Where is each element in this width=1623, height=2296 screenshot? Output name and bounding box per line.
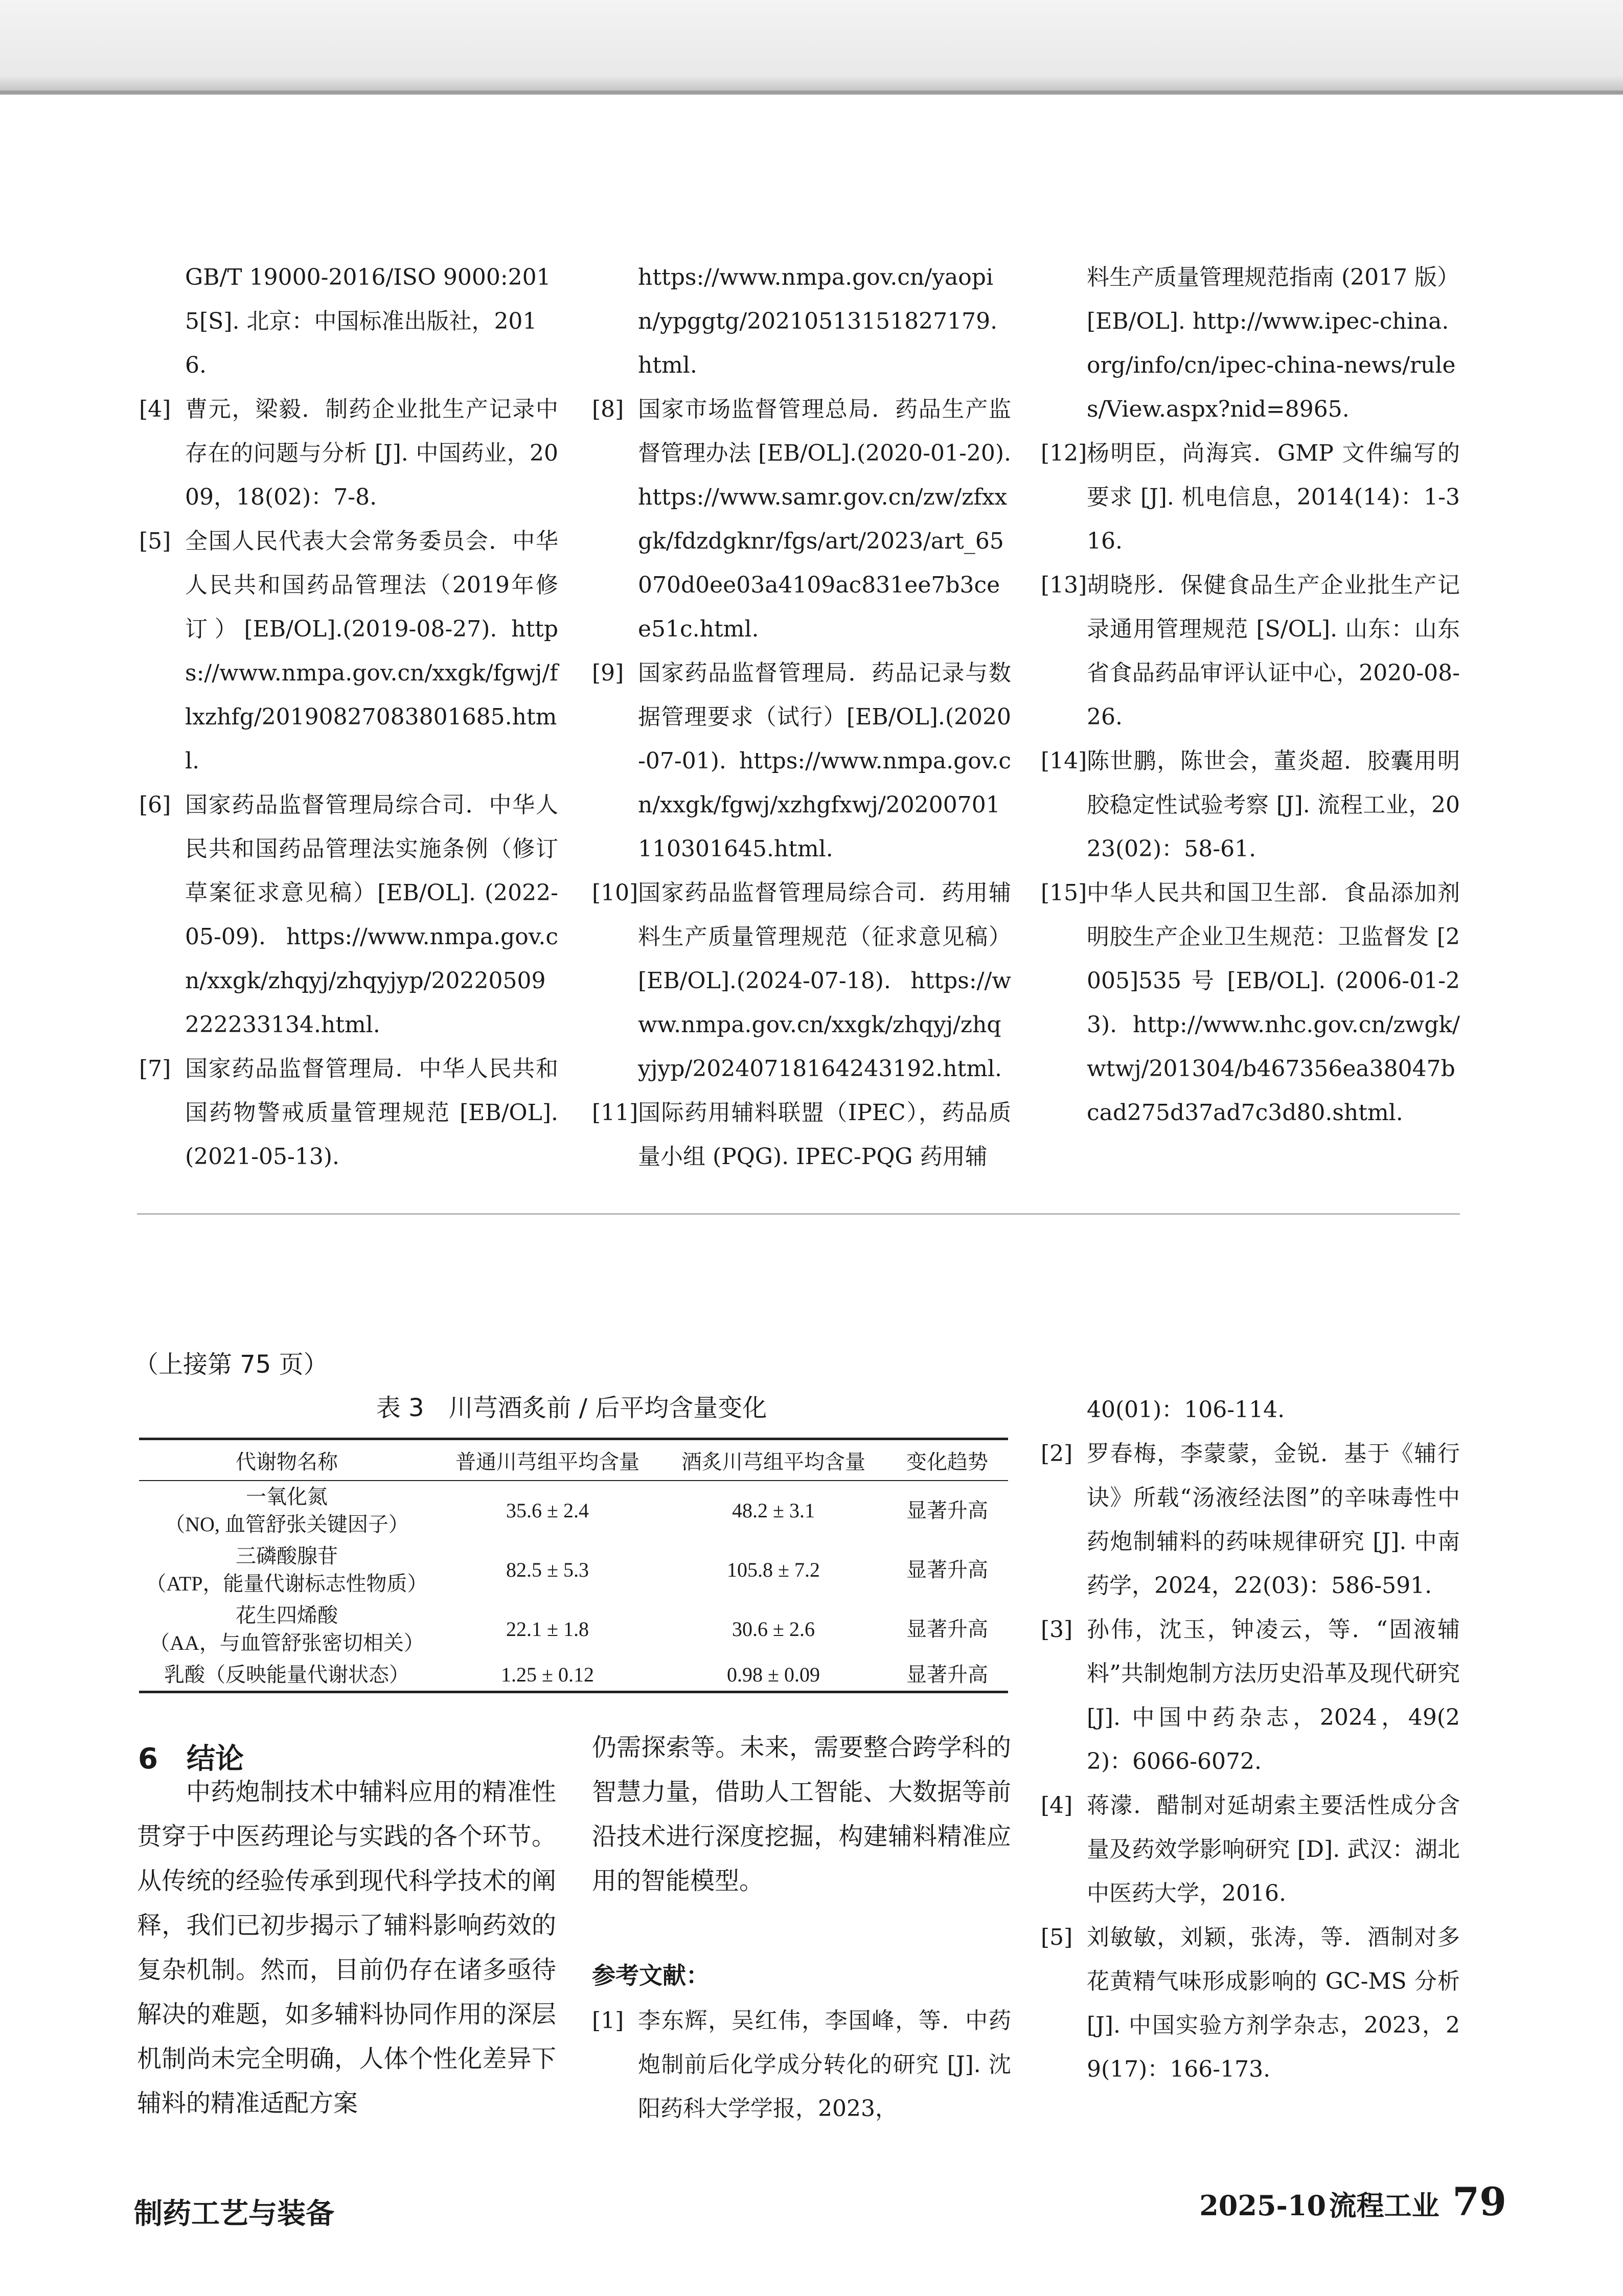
table-cell-trend: 显著升高 (906, 1618, 988, 1641)
reference-number: [6] (139, 792, 171, 818)
table-cell-trend: 显著升高 (906, 1499, 988, 1522)
reference-text: 李东辉，吴红伟，李国峰，等．中药炮制前后化学成分转化的研究 [J]. 沈阳药科大学学报，2023， (638, 2008, 1011, 2122)
table-cell-name: 乳酸（反映能量代谢状态） (139, 1659, 435, 1692)
reference-item (592, 1999, 1011, 2131)
article-divider (137, 1213, 1460, 1215)
table-row (139, 1540, 1008, 1600)
reference-item (1041, 1608, 1460, 1784)
reference-text: 刘敏敏，刘颖，张涛，等．酒制对多花黄精气味形成影响的 GC-MS 分析 [J]. 中国实验方剂学杂志，2023，29(17)：166-173. (1087, 1924, 1460, 2082)
section-heading: 6 结论 (138, 1742, 244, 1776)
reference-text: 全国人民代表大会常务委员会．中华人民共和国药品管理法（2019年修订）[EB/OL].(2019-08-27). https://www.nmpa.gov.cn/xxgk/fgwj/flxzhfg/20190827083801685.html. (185, 528, 558, 774)
reference-continuation: 40(01)：106-114. (1087, 1397, 1285, 1423)
page-number: 79 (1452, 2179, 1506, 2224)
reference-text: 罗春梅，李蒙蒙，金锐．基于《辅行诀》所载“汤液经法图”的辛味毒性中药炮制辅料的药味规律研究 [J]. 中南药学，2024，22(03)：586-591. (1087, 1441, 1460, 1599)
table-cell-plain: 82.5 ± 5.3 (506, 1558, 589, 1581)
conclusion-paragraph: 中药炮制技术中辅料应用的精准性贯穿于中医药理论与实践的各个环节。从传统的经验传承到现代科学技术的阐释，我们已初步揭示了辅料影响药效的复杂机制。然而，目前仍存在诸多亟待解决的难题，如多辅料协同作用的深层机制尚未完全明确，人体个性化差异下辅料的精准适配方案 (137, 1778, 556, 2118)
reference-number: [4] (139, 396, 171, 422)
table-cell-plain: 1.25 ± 0.12 (435, 1659, 660, 1692)
reference-text: 国家药品监督管理局综合司．中华人民共和国药品管理法实施条例（修订草案征求意见稿）[EB/OL]. (2022-05-09). https://www.nmpa.gov.cn/xxgk/zhqyj/zhqyjyp/20220509222233134.html. (185, 792, 558, 1038)
reference-number: [12] (1041, 440, 1087, 466)
page-top-band (0, 0, 1623, 95)
conclusion-paragraph-continued: 仍需探索等。未来，需要整合跨学科的智慧力量，借助人工智能、大数据等前沿技术进行深度挖掘，构建辅料精准应用的智能模型。 (592, 1733, 1011, 1895)
table-cell-name: 一氧化氮 （NO, 血管舒张关键因子） (165, 1485, 409, 1536)
reference-continuation: https://www.nmpa.gov.cn/yaopin/ypggtg/20210513151827179.html. (638, 264, 998, 378)
table-header-row (139, 1439, 1008, 1481)
reference-item (592, 871, 1011, 1091)
table-row (139, 1600, 1008, 1659)
reference-number: [15] (1041, 880, 1087, 906)
reference-item (139, 783, 558, 1047)
footer-journal-info (1199, 2179, 1506, 2224)
reference-text: 国家药品监督管理局综合司．药用辅料生产质量管理规范（征求意见稿）[EB/OL].(2024-07-18). https://www.nmpa.gov.cn/xxgk/zhqyj/zhqyjyp/20240718164243192.html. (638, 880, 1011, 1082)
reference-item (139, 388, 558, 519)
table-cell-trend: 显著升高 (906, 1558, 988, 1581)
reference-number: [1] (592, 2008, 624, 2034)
bottom-refs-col3 (1041, 1388, 1460, 2092)
reference-text: 陈世鹏，陈世会，董炎超．胶囊用明胶稳定性试验考察 [J]. 流程工业，2023(02)：58-61. (1087, 748, 1460, 862)
reference-text: 胡晓彤．保健食品生产企业批生产记录通用管理规范 [S/OL]. 山东：山东省食品药品审评认证中心，2020-08-26. (1087, 572, 1460, 730)
table-row (139, 1481, 1008, 1540)
footer-issue: 2025-10 (1199, 2189, 1327, 2222)
table-header-cell: 代谢物名称 (139, 1439, 435, 1481)
table-cell-trend: 显著升高 (886, 1659, 1008, 1692)
top-refs-col1 (139, 256, 558, 1179)
reference-continuation: 料生产质量管理规范指南 (2017 版）[EB/OL]. http://www.ipec-china.org/info/cn/ipec-china-news/rules/View.aspx?nid=8965. (1087, 264, 1460, 422)
reference-text: 中华人民共和国卫生部．食品添加剂明胶生产企业卫生规范：卫监督发 [2005]535 号 [EB/OL]. (2006-01-23). http://www.nhc.gov.cn/zwgk/wtwj/201304/b467356ea38047bcad275d37ad7c3d80.shtml. (1087, 880, 1460, 1126)
reference-text: 国家药品监督管理局．药品记录与数据管理要求（试行）[EB/OL].(2020-07-01). https://www.nmpa.gov.cn/xxgk/fgwj/xzhgfxwj/20200701110301645.html. (638, 660, 1011, 862)
reference-item (1041, 1916, 1460, 2092)
reference-item (592, 388, 1011, 651)
reference-item (1041, 1432, 1460, 1608)
reference-text: 国家市场监督管理总局．药品生产监督管理办法 [EB/OL].(2020-01-20). https://www.samr.gov.cn/zw/zfxxgk/fdzdgknr/fgs/art/2023/art_65070d0ee03a4109ac831ee7b3cee51c.html. (638, 396, 1011, 642)
table-title: 表 3 川芎酒炙前 / 后平均含量变化 (376, 1394, 767, 1422)
reference-text: 国家药品监督管理局．中华人民共和国药物警戒质量管理规范 [EB/OL].(2021-05-13). (185, 1056, 558, 1170)
table-cell-wine: 30.6 ± 2.6 (732, 1618, 815, 1641)
table-cell-name: 花生四烯酸 （AA，与血管舒张密切相关） (149, 1604, 424, 1654)
reference-item (1041, 1784, 1460, 1916)
footer-column-name: 制药工艺与装备 (134, 2197, 334, 2231)
bottom-refs-col2 (592, 1999, 1011, 2131)
table-row (139, 1659, 1008, 1692)
table-cell-wine: 105.8 ± 7.2 (727, 1558, 820, 1581)
reference-number: [11] (592, 1100, 638, 1126)
table-header-cell: 普通川芎组平均含量 (435, 1439, 660, 1481)
reference-item (139, 1047, 558, 1179)
table-cell-wine: 0.98 ± 0.09 (660, 1659, 886, 1692)
reference-number: [9] (592, 660, 624, 686)
table-cell-wine: 48.2 ± 3.1 (732, 1499, 815, 1522)
reference-continuation: GB/T 19000-2016/ISO 9000:2015[S]. 北京：中国标准出版社，2016. (185, 264, 551, 378)
table-cell-plain: 35.6 ± 2.4 (506, 1499, 589, 1522)
top-refs-col2 (592, 256, 1011, 1179)
top-refs-col3 (1041, 256, 1460, 1135)
reference-number: [2] (1041, 1441, 1073, 1467)
reference-item (1041, 563, 1460, 739)
reference-item (592, 1091, 1011, 1179)
reference-item (1041, 871, 1460, 1135)
reference-number: [5] (139, 528, 171, 554)
reference-number: [8] (592, 396, 624, 422)
reference-number: [14] (1041, 748, 1087, 774)
table-cell-name: 三磷酸腺苷 （ATP，能量代谢标志性物质） (146, 1544, 428, 1595)
reference-text: 曹元，梁毅．制药企业批生产记录中存在的问题与分析 [J]. 中国药业，2009，18(02)：7-8. (185, 396, 558, 510)
reference-item (1041, 739, 1460, 871)
reference-text: 杨明臣，尚海宾．GMP 文件编写的要求 [J]. 机电信息，2014(14)：1-316. (1087, 440, 1460, 554)
table-header-cell: 酒炙川芎组平均含量 (660, 1439, 886, 1481)
reference-number: [3] (1041, 1617, 1073, 1643)
reference-number: [4] (1041, 1792, 1073, 1818)
reference-text: 国际药用辅料联盟（IPEC），药品质量小组 (PQG). IPEC-PQG 药用辅 (638, 1100, 1011, 1170)
table-header-cell: 变化趋势 (886, 1439, 1008, 1481)
reference-item (1041, 431, 1460, 563)
reference-text: 孙伟，沈玉，钟凌云，等．“固液辅料”共制炮制方法历史沿革及现代研究 [J]. 中国中药杂志，2024，49(22)：6066-6072. (1087, 1617, 1460, 1775)
footer-journal: 流程工业 (1329, 2189, 1439, 2222)
continuation-note: （上接第 75 页） (134, 1350, 328, 1379)
references-heading: 参考文献： (592, 1962, 710, 1989)
reference-number: [7] (139, 1056, 171, 1082)
reference-item (139, 519, 558, 783)
reference-number: [10] (592, 880, 638, 906)
reference-item (592, 651, 1011, 871)
reference-number: [13] (1041, 572, 1087, 598)
reference-text: 蒋濛．醋制对延胡索主要活性成分含量及药效学影响研究 [D]. 武汉：湖北中医药大学，2016. (1087, 1792, 1460, 1906)
reference-number: [5] (1041, 1924, 1073, 1950)
metabolite-table (139, 1438, 1008, 1693)
table-cell-plain: 22.1 ± 1.8 (506, 1618, 589, 1641)
